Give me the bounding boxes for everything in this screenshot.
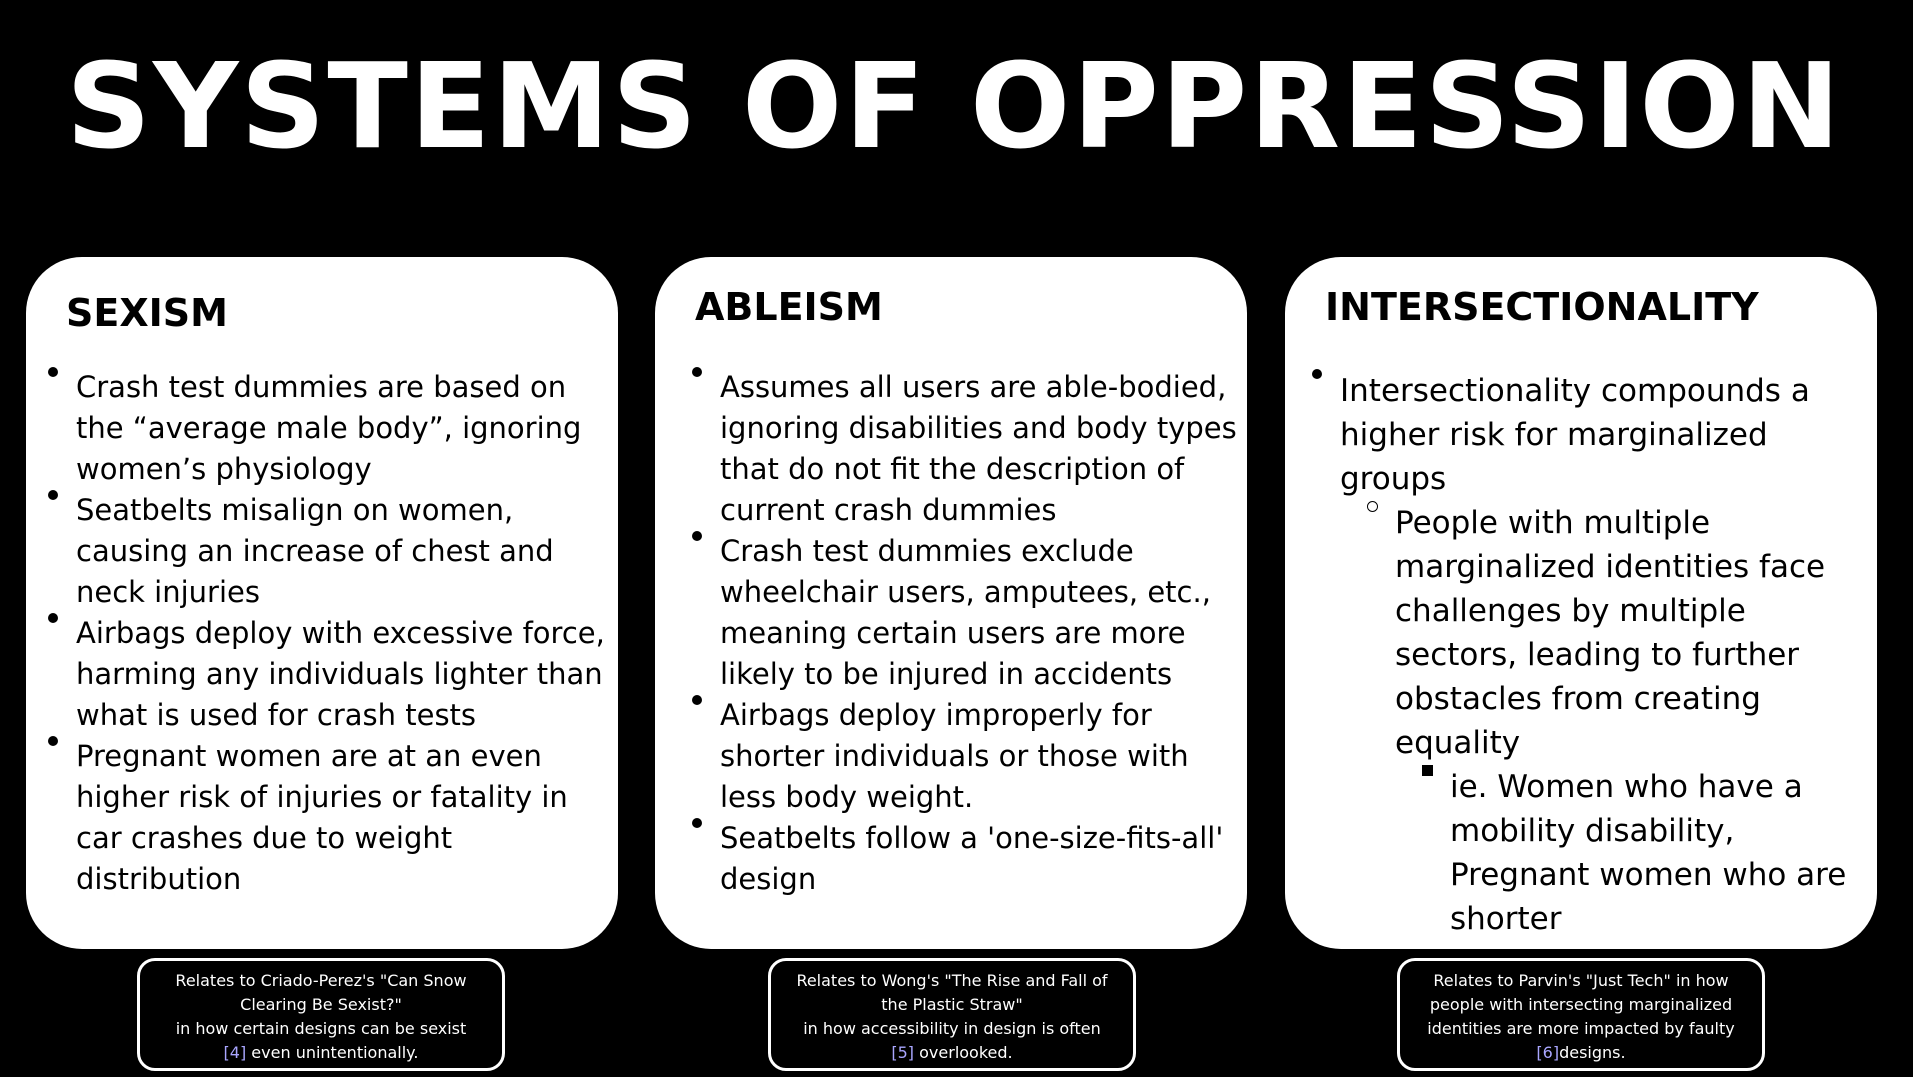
bullet-text: Crash test dummies exclude wheelchair users, amputees, etc., meaning certain users are more likely to be injured in accidents <box>720 534 1211 691</box>
bullet-text: Crash test dummies are based on the “average male body”, ignoring women’s physiology <box>76 370 582 486</box>
note-text: even unintentionally. <box>246 1043 419 1062</box>
bullet-square-icon <box>1422 765 1433 776</box>
list-item <box>720 367 1240 531</box>
note-text: Relates to Wong's "The Rise and Fall of the Plastic Straw" <box>796 971 1108 1014</box>
bullet-text: Seatbelts misalign on women, causing an increase of chest and neck injuries <box>76 493 554 609</box>
bullet-text: Airbags deploy improperly for shorter individuals or those with less body weight. <box>720 698 1189 814</box>
list-item <box>1340 369 1860 941</box>
intersectionality-card <box>1285 257 1877 949</box>
bullet-text: Seatbelts follow a 'one-size-fits-all' design <box>720 821 1224 896</box>
intersectionality-heading: INTERSECTIONALITY <box>1325 285 1759 329</box>
bullet-text: Pregnant women are at an even higher risk of injuries or fatality in car crashes due to weight distribution <box>76 739 568 896</box>
citation-link[interactable]: [5] <box>891 1043 915 1062</box>
bullet-circle-icon <box>1367 501 1378 512</box>
sexism-card <box>26 257 618 949</box>
reference-note-sexism <box>137 958 505 1071</box>
list-item <box>720 818 1240 900</box>
list-item <box>76 367 611 490</box>
bullet-text: Assumes all users are able-bodied, ignoring disabilities and body types that do not fit the description of current crash dummies <box>720 370 1237 527</box>
note-text: designs. <box>1559 1043 1626 1062</box>
bullet-dot-icon <box>48 490 58 500</box>
bullet-dot-icon <box>48 367 58 377</box>
bullet-text: Airbags deploy with excessive force, harming any individuals lighter than what is used for crash tests <box>76 616 605 732</box>
ableism-bullet-list <box>720 367 1240 900</box>
note-text: Relates to Criado-Perez's "Can Snow Clearing Be Sexist?" <box>175 971 467 1014</box>
bullet-text: People with multiple marginalized identities face challenges by multiple sectors, leading to further obstacles from creating equality <box>1395 505 1826 761</box>
list-item <box>720 695 1240 818</box>
note-text: overlooked. <box>914 1043 1013 1062</box>
bullet-dot-icon <box>692 695 702 705</box>
list-item <box>76 736 611 900</box>
list-item <box>76 613 611 736</box>
ableism-heading: ABLEISM <box>695 285 883 329</box>
note-text: in how certain designs can be sexist <box>175 1019 467 1038</box>
bullet-dot-icon <box>692 531 702 541</box>
bullet-text: Intersectionality compounds a higher risk for marginalized groups <box>1340 373 1810 497</box>
reference-note-ableism <box>768 958 1136 1071</box>
ableism-card <box>655 257 1247 949</box>
note-text: in how accessibility in design is often <box>803 1019 1101 1038</box>
list-item <box>720 531 1240 695</box>
reference-note-intersectionality <box>1397 958 1765 1071</box>
citation-link[interactable]: [6] <box>1536 1043 1560 1062</box>
bullet-text: ie. Women who have a mobility disability, Pregnant women who are shorter <box>1450 769 1847 937</box>
bullet-dot-icon <box>48 736 58 746</box>
intersectionality-bullet-list <box>1340 369 1860 941</box>
bullet-dot-icon <box>48 613 58 623</box>
note-text: Relates to Parvin's "Just Tech" in how people with intersecting marginalized identities are more impacted by faulty <box>1427 971 1735 1038</box>
sub-bullet-list <box>1395 501 1860 941</box>
list-item <box>1395 501 1860 941</box>
sexism-heading: SEXISM <box>66 291 228 335</box>
slide-title: SYSTEMS OF OPPRESSION <box>66 37 1843 175</box>
citation-link[interactable]: [4] <box>223 1043 247 1062</box>
bullet-dot-icon <box>692 818 702 828</box>
bullet-dot-icon <box>1312 369 1322 379</box>
bullet-dot-icon <box>692 367 702 377</box>
sexism-bullet-list <box>76 367 611 900</box>
sub-sub-bullet-list <box>1450 765 1860 941</box>
list-item <box>76 490 611 613</box>
list-item <box>1450 765 1860 941</box>
